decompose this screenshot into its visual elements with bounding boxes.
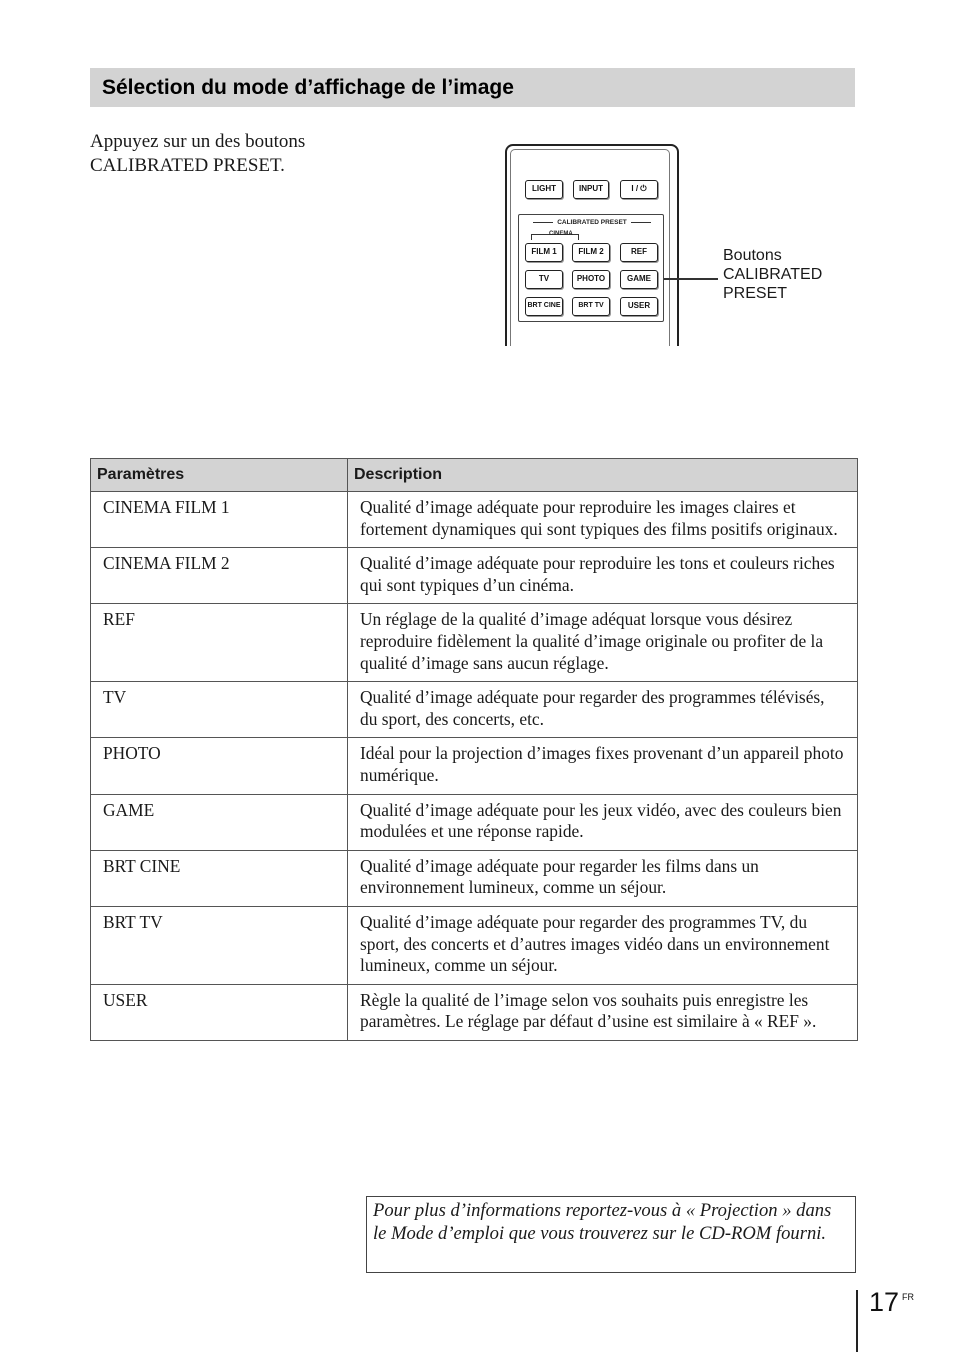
light-button: LIGHT xyxy=(525,180,563,199)
param-name: BRT TV xyxy=(91,906,348,984)
calibrated-preset-title: CALIBRATED PRESET xyxy=(519,219,665,226)
table-row xyxy=(91,906,858,984)
param-name: USER xyxy=(91,984,348,1040)
param-name: CINEMA FILM 2 xyxy=(91,548,348,604)
param-description: Qualité d’image adéquate pour regarder des programmes télévisés, du sport, des concerts, etc. xyxy=(348,682,858,738)
table-row xyxy=(91,850,858,906)
instruction-text: Appuyez sur un des boutons CALIBRATED PRESET. xyxy=(90,131,306,176)
section-title: Sélection du mode d’affichage de l’image xyxy=(90,68,855,107)
table-row xyxy=(91,682,858,738)
param-description: Qualité d’image adéquate pour regarder des programmes TV, du sport, des concerts et d’autres images vidéo dans un environnement lumineux, comme un séjour. xyxy=(348,906,858,984)
game-button: GAME xyxy=(620,270,658,289)
header-description: Description xyxy=(348,459,858,492)
film1-button: FILM 1 xyxy=(525,243,563,262)
header-parametres: Paramètres xyxy=(91,459,348,492)
page-number: 17 xyxy=(869,1287,900,1317)
table-row xyxy=(91,794,858,850)
photo-button: PHOTO xyxy=(572,270,610,289)
reference-note: Pour plus d’informations reportez-vous à « Projection » dans le Mode d’emploi que vous trouverez sur le CD-ROM fourni. xyxy=(366,1196,856,1273)
callout-leader-line xyxy=(664,278,718,280)
param-description: Qualité d’image adéquate pour reproduire les tons et couleurs riches qui sont typiques d’un cinéma. xyxy=(348,548,858,604)
calibrated-preset-panel xyxy=(518,214,664,322)
param-description: Idéal pour la projection d’images fixes provenant d’un appareil photo numérique. xyxy=(348,738,858,794)
user-button: USER xyxy=(620,297,658,316)
param-name: REF xyxy=(91,604,348,682)
ref-button: REF xyxy=(620,243,658,262)
table-row xyxy=(91,548,858,604)
param-name: TV xyxy=(91,682,348,738)
brt-tv-button: BRT TV xyxy=(572,297,610,316)
table-row xyxy=(91,984,858,1040)
table-row xyxy=(91,492,858,548)
power-button: I / ⏻ xyxy=(620,180,658,199)
param-name: PHOTO xyxy=(91,738,348,794)
param-description: Un réglage de la qualité d’image adéquat lorsque vous désirez reproduire fidèlement la qualité d’image originale ou profiter de la qualité d’image sans aucun réglage. xyxy=(348,604,858,682)
brt-cine-button: BRT CINE xyxy=(525,297,563,316)
remote-control-illustration xyxy=(505,144,679,346)
input-button: INPUT xyxy=(573,180,609,199)
table-header-row xyxy=(91,459,858,492)
table-row xyxy=(91,604,858,682)
param-description: Qualité d’image adéquate pour reproduire les images claires et fortement dynamiques qui sont typiques des films positifs originaux. xyxy=(348,492,858,548)
param-description: Règle la qualité de l’image selon vos souhaits puis enregistre les paramètres. Le réglage par défaut d’usine est similaire à « REF ». xyxy=(348,984,858,1040)
tv-button: TV xyxy=(525,270,563,289)
param-name: BRT CINE xyxy=(91,850,348,906)
film2-button: FILM 2 xyxy=(572,243,610,262)
parameters-table xyxy=(90,458,858,1041)
param-name: CINEMA FILM 1 xyxy=(91,492,348,548)
callout-label: Boutons CALIBRATED PRESET xyxy=(723,247,823,302)
page-margin-rule xyxy=(856,1290,858,1352)
table-row xyxy=(91,738,858,794)
cinema-label: CINEMA xyxy=(549,231,573,237)
param-name: GAME xyxy=(91,794,348,850)
param-description: Qualité d’image adéquate pour les jeux vidéo, avec des couleurs bien modulées et une réponse rapide. xyxy=(348,794,858,850)
page-language-code: FR xyxy=(902,1292,914,1302)
param-description: Qualité d’image adéquate pour regarder les films dans un environnement lumineux, comme un séjour. xyxy=(348,850,858,906)
